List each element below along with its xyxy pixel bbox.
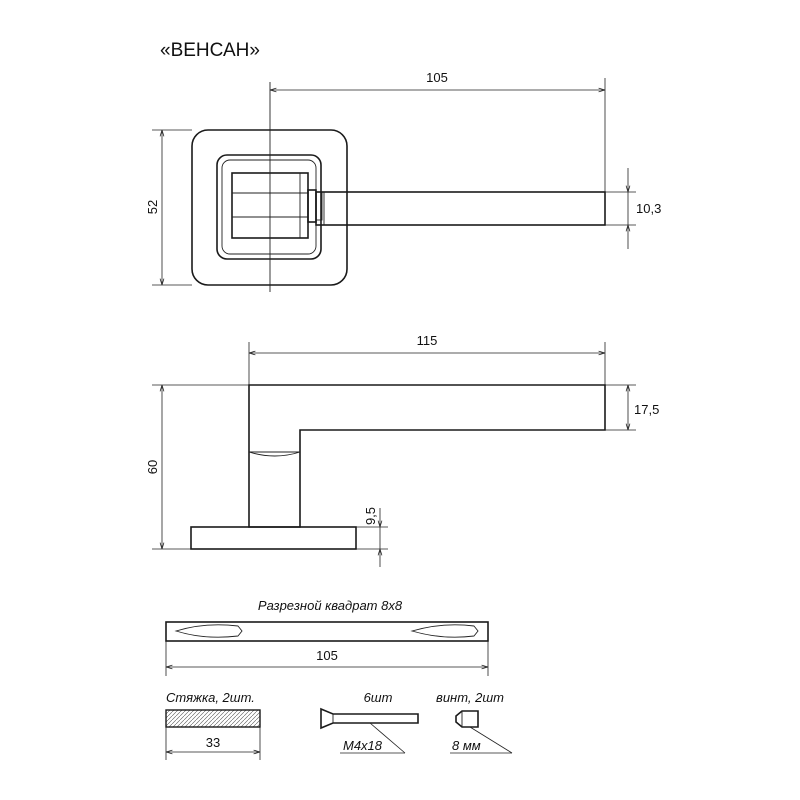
coupler-length-label: 33 [205, 735, 221, 750]
side-height-label: 60 [145, 459, 160, 475]
coupler-caption: Стяжка, 2шт. [166, 690, 255, 705]
coupler [166, 690, 260, 760]
side-lever-height-label: 17,5 [634, 402, 660, 417]
top-rose-inner-2 [222, 160, 316, 254]
screw-count-label: 6шт [363, 690, 393, 705]
side-length-label: 115 [416, 333, 438, 348]
top-lever-thickness-label: 10,3 [636, 201, 662, 216]
top-lever-neck [308, 190, 316, 222]
product-title: «ВЕНСАН» [160, 40, 260, 61]
grub-screw-part [456, 711, 478, 727]
grub-screw [436, 690, 512, 753]
screw-part [321, 709, 418, 728]
screw-size-label: М4х18 [343, 738, 383, 753]
top-view [145, 70, 661, 292]
spindle-caption: Разрезной квадрат 8х8 [257, 598, 403, 613]
side-rose-label: 9,5 [363, 506, 378, 526]
top-lever [316, 192, 605, 225]
side-rose-base [191, 527, 356, 549]
grub-caption: винт, 2шт [436, 690, 504, 705]
top-height-label: 52 [145, 199, 160, 215]
spindle [166, 598, 488, 676]
grub-size-label: 8 мм [452, 738, 481, 753]
screw [321, 690, 418, 753]
coupler-part [166, 710, 260, 727]
spindle-length-label: 105 [316, 648, 338, 663]
top-width-label: 105 [426, 70, 448, 85]
side-view [145, 333, 659, 567]
side-lever [249, 385, 605, 527]
